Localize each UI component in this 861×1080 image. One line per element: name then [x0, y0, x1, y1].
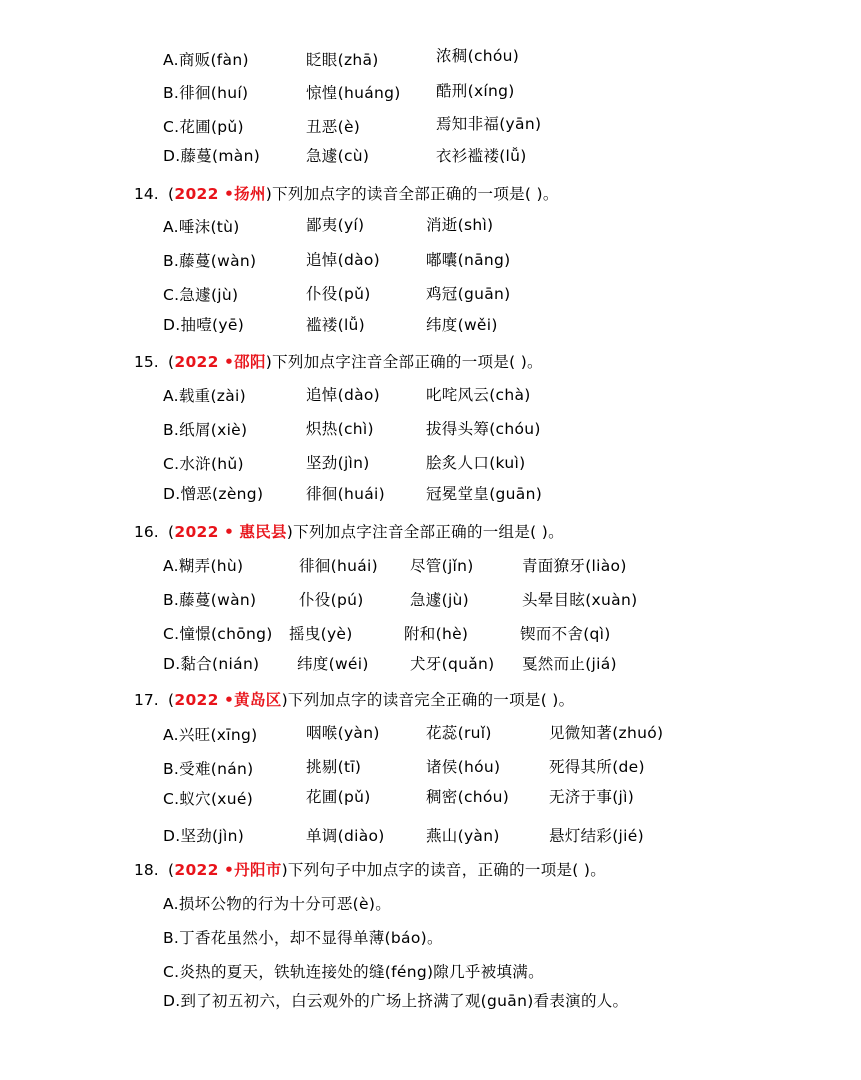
option-b-word-3: 拔得头筹(chóu): [426, 420, 541, 438]
option-b: B.丁香花虽然小，却不显得单薄(báo)。: [163, 929, 443, 947]
source-dot: •: [223, 353, 235, 371]
option-a-word-1: A.载重(zài): [163, 387, 246, 405]
option-d: D.到了初五初六，白云观外的广场上挤满了观(guān)看表演的人。: [163, 992, 629, 1010]
option-c: C.炎热的夏天，铁轨连接处的缝(féng)隙几乎被填满。: [163, 963, 544, 981]
option-c-word-2: 花圃(pǔ): [306, 788, 371, 806]
option-c-word-1: C.急遽(jù): [163, 286, 239, 304]
option-c-word-1: C.花圃(pǔ): [163, 118, 244, 136]
option-a-word-3: 浓稠(chóu): [436, 47, 520, 65]
question-number: 18.: [134, 861, 159, 879]
option-a-word-3: 叱咤风云(chà): [426, 386, 531, 404]
question-text: )下列句子中加点字的读音，正确的一项是( )。: [281, 861, 607, 879]
source-place: 扬州: [234, 185, 266, 203]
option-c-word-3: 焉知非福(yān): [436, 115, 542, 133]
question-stem: [168, 860, 606, 880]
option-d-word-2: 徘徊(huái): [306, 485, 385, 503]
option-d-word-1: D.黏合(nián): [163, 655, 260, 673]
option-c-word-3: 脍炙人口(kuì): [426, 454, 526, 472]
option-a-word-3: 尽管(jǐn): [410, 557, 474, 575]
paren-open: (: [168, 691, 175, 709]
source-place: 丹阳市: [234, 861, 282, 879]
option-a-word-4: 青面獠牙(liào): [522, 557, 627, 575]
option-d-word-2: 急遽(cù): [306, 147, 370, 165]
paren-open: (: [168, 861, 175, 879]
option-d-word-2: 单调(diào): [306, 827, 385, 845]
option-a-word-4: 见微知著(zhuó): [549, 724, 664, 742]
question-text: )下列加点字注音全部正确的一组是( )。: [286, 523, 564, 541]
source-place: 邵阳: [234, 353, 266, 371]
option-d-word-2: 褴褛(lǚ): [306, 316, 366, 334]
option-d-word-2: 纬度(wéi): [297, 655, 369, 673]
option-d-word-3: 燕山(yàn): [426, 827, 500, 845]
option-c-word-1: C.憧憬(chōng): [163, 625, 273, 643]
option-a-word-1: A.唾沫(tù): [163, 218, 240, 236]
option-d-word-3: 冠冕堂皇(guān): [426, 485, 543, 503]
option-b-word-2: 惊惶(huáng): [306, 84, 401, 102]
paren-open: (: [168, 523, 175, 541]
question-number: 16.: [134, 523, 159, 541]
option-c-word-2: 仆役(pǔ): [306, 285, 371, 303]
option-c-word-3: 附和(hè): [404, 625, 469, 643]
option-a-word-2: 追悼(dào): [306, 386, 381, 404]
option-c-word-2: 丑恶(è): [306, 118, 361, 136]
option-b-word-3: 酷刑(xíng): [436, 82, 515, 100]
option-b-word-4: 头晕目眩(xuàn): [522, 591, 638, 609]
source-dot: •: [223, 861, 235, 879]
option-c-word-4: 锲而不舍(qì): [520, 625, 611, 643]
question-number: 15.: [134, 353, 159, 371]
option-a-word-1: A.兴旺(xīng): [163, 726, 258, 744]
paren-open: (: [168, 353, 175, 371]
option-b-word-2: 追悼(dào): [306, 251, 381, 269]
source-year: 2022: [174, 861, 219, 879]
question-text: )下列加点字注音全部正确的一项是( )。: [265, 353, 543, 371]
option-b-word-1: B.纸屑(xiè): [163, 421, 248, 439]
option-b-word-1: B.受难(nán): [163, 760, 254, 778]
source-year: 2022: [174, 185, 219, 203]
option-b-word-3: 急遽(jù): [410, 591, 470, 609]
option-c-word-2: 摇曳(yè): [289, 625, 353, 643]
option-c-word-1: C.蚁穴(xué): [163, 790, 254, 808]
source-year: 2022: [174, 523, 219, 541]
source-dot: •: [223, 691, 235, 709]
option-a-word-2: 徘徊(huái): [299, 557, 378, 575]
paren-open: (: [168, 185, 175, 203]
option-a-word-3: 花蕊(ruǐ): [426, 724, 492, 742]
option-b-word-1: B.藤蔓(wàn): [163, 591, 257, 609]
option-d-word-1: D.坚劲(jìn): [163, 827, 245, 845]
source-dot: •: [223, 185, 235, 203]
question-number: 17.: [134, 691, 159, 709]
option-b-word-3: 嘟囔(nāng): [426, 251, 511, 269]
option-d-word-1: D.藤蔓(màn): [163, 147, 261, 165]
option-a: A.损坏公物的行为十分可恶(è)。: [163, 895, 391, 913]
source-place: 惠民县: [239, 523, 287, 541]
source-year: 2022: [174, 353, 219, 371]
option-d-word-3: 衣衫褴褛(lǚ): [436, 147, 527, 165]
option-b-word-1: B.藤蔓(wàn): [163, 252, 257, 270]
source-dot: •: [223, 523, 235, 541]
option-a-word-2: 眨眼(zhā): [306, 51, 379, 69]
option-b-word-3: 诸侯(hóu): [426, 758, 501, 776]
option-c-word-3: 稠密(chóu): [426, 788, 510, 806]
option-b-word-2: 炽热(chì): [306, 420, 374, 438]
option-b-word-1: B.徘徊(huí): [163, 84, 249, 102]
question-stem: [168, 522, 564, 542]
question-text: )下列加点字的读音完全正确的一项是( )。: [281, 691, 575, 709]
question-stem: [168, 184, 559, 204]
option-a-word-1: A.商贩(fàn): [163, 51, 249, 69]
option-b-word-2: 仆役(pú): [299, 591, 364, 609]
question-text: )下列加点字的读音全部正确的一项是( )。: [265, 185, 559, 203]
option-c-word-3: 鸡冠(guān): [426, 285, 511, 303]
option-d-word-1: D.憎恶(zèng): [163, 485, 264, 503]
option-a-word-3: 消逝(shì): [426, 216, 494, 234]
option-d-word-1: D.抽噎(yē): [163, 316, 245, 334]
option-a-word-2: 鄙夷(yí): [306, 216, 365, 234]
question-stem: [168, 690, 574, 710]
question-number: 14.: [134, 185, 159, 203]
option-c-word-2: 坚劲(jìn): [306, 454, 370, 472]
question-stem: [168, 352, 543, 372]
option-a-word-1: A.糊弄(hù): [163, 557, 244, 575]
source-year: 2022: [174, 691, 219, 709]
option-c-word-1: C.水浒(hǔ): [163, 455, 244, 473]
option-d-word-4: 戛然而止(jiá): [522, 655, 617, 673]
option-b-word-4: 死得其所(de): [549, 758, 645, 776]
source-place: 黄岛区: [234, 691, 282, 709]
option-a-word-2: 咽喉(yàn): [306, 724, 380, 742]
option-d-word-3: 纬度(wěi): [426, 316, 498, 334]
option-b-word-2: 挑剔(tī): [306, 758, 362, 776]
option-d-word-4: 悬灯结彩(jié): [549, 827, 644, 845]
option-d-word-3: 犬牙(quǎn): [410, 655, 495, 673]
option-c-word-4: 无济于事(jì): [549, 788, 635, 806]
